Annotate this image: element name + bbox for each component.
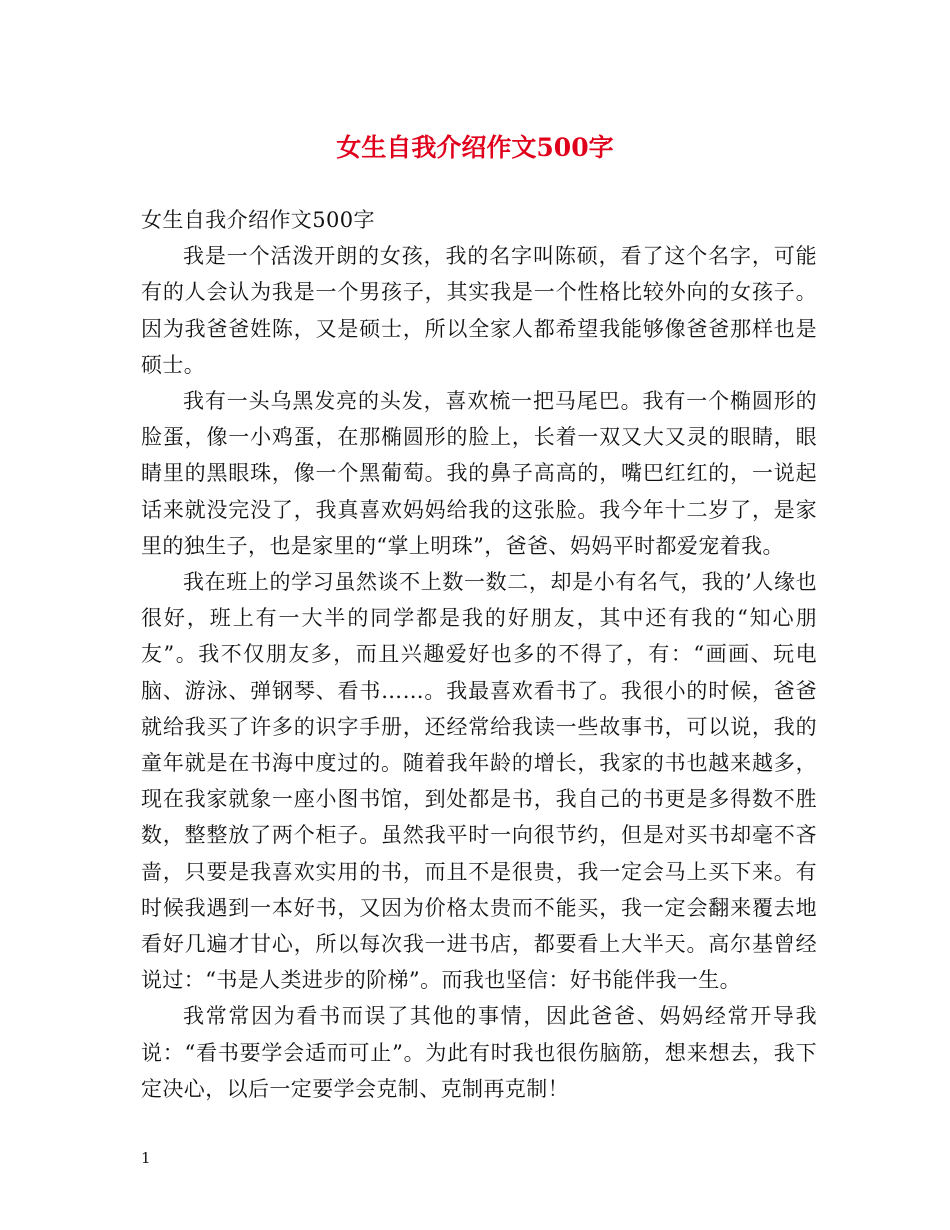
paragraph-3: 我在班上的学习虽然谈不上数一数二，却是小有名气，我的’人缘也很好，班上有一大半的同学都是我的好朋友，其中还有我的“知心朋友”。我不仅朋友多，而且兴趣爱好也多的不得了，有：“画画、玩电脑、游泳、弹钢琴、看书……。我最喜欢看书了。我很小的时候，爸爸就给我买了许多的识字手册，还经常给我读一些故事书，可以说，我的童年就是在书海中度过的。随着我年龄的增长，我家的书也越来越多，现在我家就象一座小图书馆，到处都是书，我自己的书更是多得数不胜数，整整放了两个柜子。虽然我平时一向很节约，但是对买书却毫不吝啬，只要是我喜欢实用的书，而且不是很贵，我一定会马上买下来。有时候我遇到一本好书，又因为价格太贵而不能买，我一定会翻来覆去地看好几遍才甘心，所以每次我一进书店，都要看上大半天。高尔基曾经说过：“书是人类进步的阶梯”。而我也坚信：好书能伴我一生。 [141,570,817,993]
document-subtitle: 女生自我介绍作文500字 [141,208,375,232]
paragraph-1: 我是一个活泼开朗的女孩，我的名字叫陈硕，看了这个名字，可能有的人会认为我是一个男孩子，其实我是一个性格比较外向的女孩子。因为我爸爸姓陈，又是硕士，所以全家人都希望我能够像爸爸那样也是硕士。 [141,244,817,377]
document-title: 女生自我介绍作文500字 [336,133,614,162]
paragraph-4: 我常常因为看书而误了其他的事情，因此爸爸、妈妈经常开导我说：“看书要学会适而可止”。为此有时我也很伤脑筋，想来想去，我下定决心，以后一定要学会克制、克制再克制！ [141,1004,817,1101]
document-body [141,202,817,1107]
page-number: 1 [141,1149,151,1167]
paragraph-2: 我有一头乌黑发亮的头发，喜欢梳一把马尾巴。我有一个椭圆形的脸蛋，像一小鸡蛋，在那椭圆形的脸上，长着一双又大又灵的眼睛，眼睛里的黑眼珠，像一个黑葡萄。我的鼻子高高的，嘴巴红红的，一说起话来就没完没了，我真喜欢妈妈给我的这张脸。我今年十二岁了，是家里的独生子，也是家里的“掌上明珠”，爸爸、妈妈平时都爱宠着我。 [141,389,817,558]
